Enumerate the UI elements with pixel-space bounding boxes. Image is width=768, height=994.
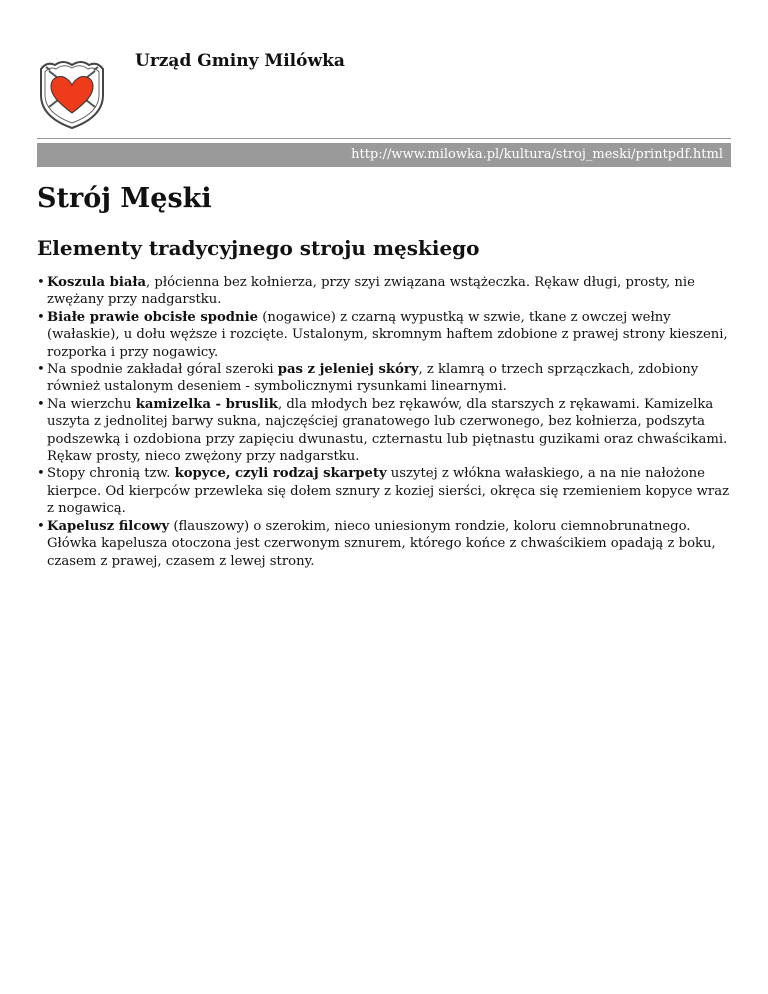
- list-item: • Na spodnie zakładał góral szeroki pas z jeleniej skóry, z klamrą o trzech sprzączkach, zdobiony również ustalonym deseniem - symbolicznymi rysunkami linearnymi.: [47, 361, 737, 396]
- header-divider: [37, 138, 731, 139]
- list-item: • Stopy chronią tzw. kopyce, czyli rodzaj skarpety uszytej z włókna wałaskiego, a na nie nałożone kierpce. Od kierpców przewleka się dołem sznury z koziej sierści, okręca się rzemieniem kopyce wraz z nogawicą.: [47, 465, 737, 517]
- item-term: Białe prawie obcisłe spodnie: [47, 309, 258, 325]
- organization-name: Urząd Gminy Milówka: [135, 51, 345, 71]
- list-item: • Białe prawie obcisłe spodnie (nogawice) z czarną wypustką w szwie, tkane z owczej wełny (wałaskie), u dołu węższe i rozcięte. Ustalonym, skromnym haftem zdobione z prawej strony kieszeni, rozporka i przy nogawicy.: [47, 309, 737, 361]
- list-item: • Na wierzchu kamizelka - bruslik, dla młodych bez rękawów, dla starszych z rękawami. Kamizelka uszyta z jednolitej barwy sukna, najczęściej granatowego lub czerwonego, bez kołnierza, podszyta podszewką i ozdobiona przy zapięciu dwunastu, czternastu lub piętnastu guzikami oraz chwaścikami. Rękaw prosty, nieco zwężony przy nadgarstku.: [47, 396, 737, 466]
- item-term: Kapelusz filcowy: [47, 518, 170, 534]
- item-term: kamizelka - bruslik: [135, 396, 278, 412]
- page-header: [37, 0, 731, 162]
- document-page: [37, 0, 731, 569]
- section-heading: Elementy tradycyjnego stroju męskiego: [37, 236, 480, 260]
- source-url[interactable]: http://www.milowka.pl/kultura/stroj_meski/printpdf.html: [351, 147, 723, 162]
- item-term: pas z jeleniej skóry: [277, 362, 419, 378]
- page-title: Strój Męski: [37, 183, 212, 214]
- list-item: • Kapelusz filcowy (flauszowy) o szerokim, nieco uniesionym rondzie, koloru ciemnobrunatnego. Główka kapelusza otoczona jest czerwonym sznurem, którego końce z chwaścikiem opadają z boku, czasem z prawej, czasem z lewej strony.: [47, 518, 737, 570]
- costume-elements-list: [47, 274, 737, 570]
- item-term: kopyce, czyli rodzaj skarpety: [174, 466, 387, 482]
- item-term: Koszula biała: [47, 275, 147, 290]
- heart-shield-crest-icon: [37, 55, 107, 130]
- list-item: • Koszula biała, płócienna bez kołnierza, przy szyi związana wstążeczka. Rękaw długi, prosty, nie zwężany przy nadgarstku.: [47, 274, 737, 309]
- source-url-bar: [37, 143, 731, 167]
